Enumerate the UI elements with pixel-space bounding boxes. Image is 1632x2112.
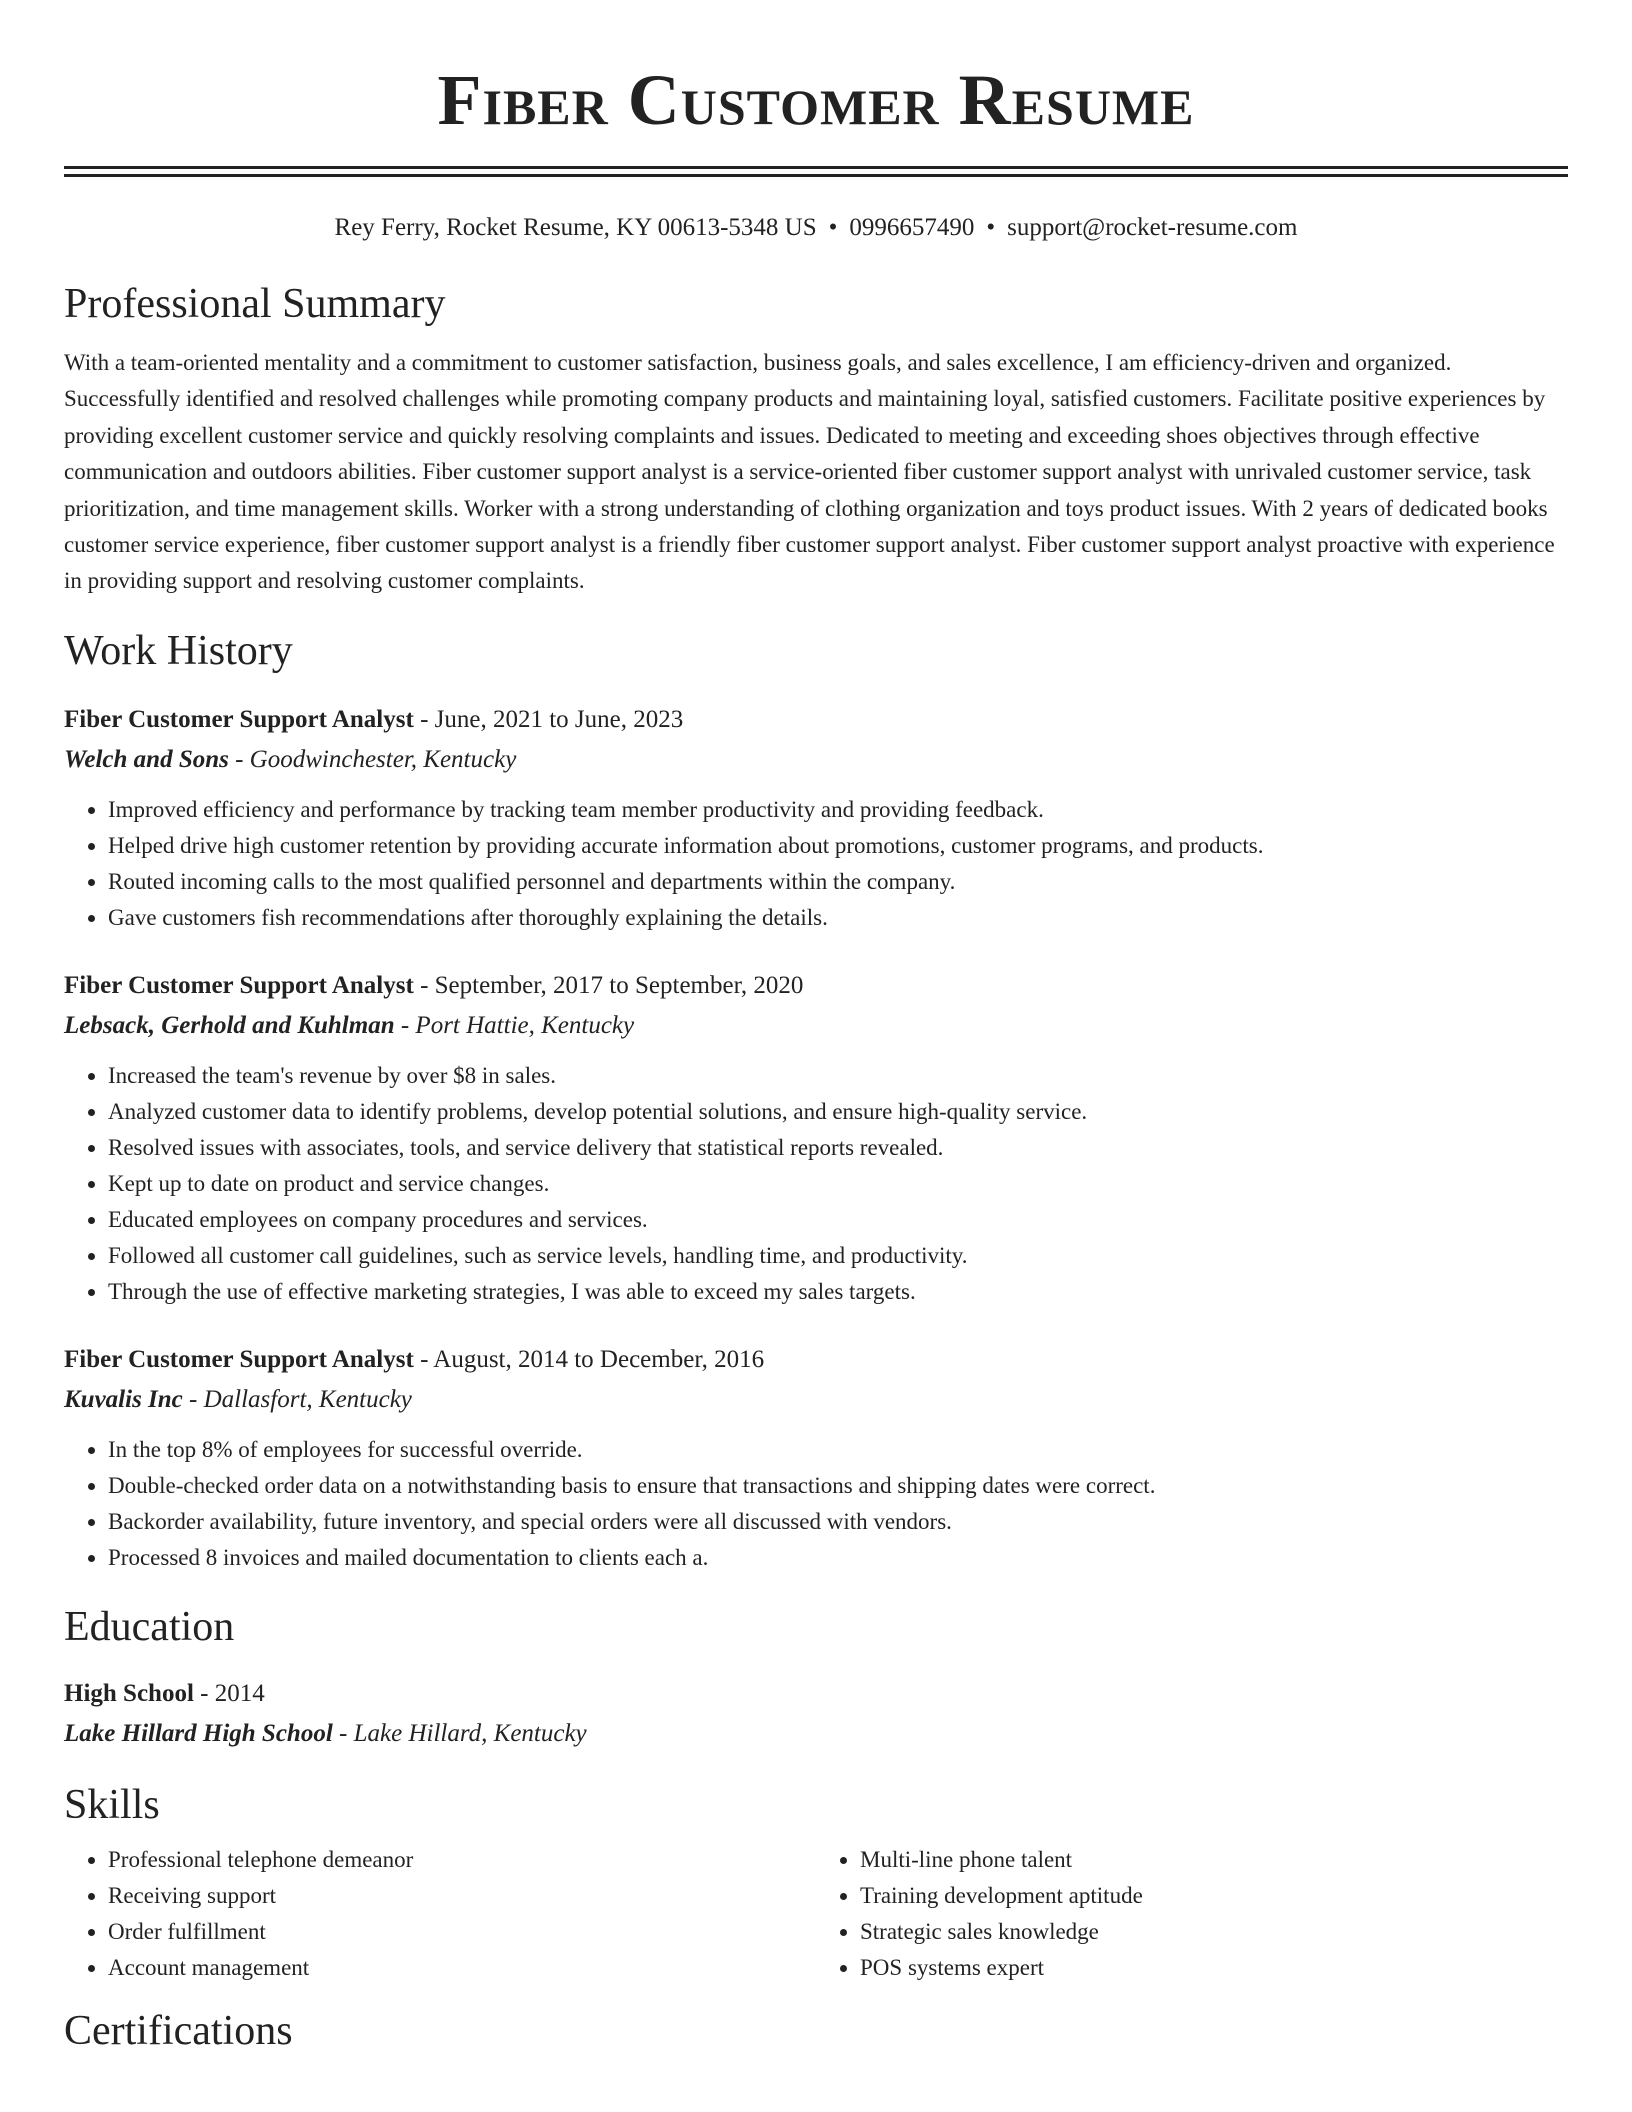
job-title-line — [64, 966, 1568, 1006]
school-name: Lake Hillard High School — [64, 1719, 333, 1747]
job-dates: - September, 2017 to September, 2020 — [413, 971, 804, 999]
bullet-separator: • — [986, 214, 996, 241]
skills-column-right — [816, 1842, 1568, 1986]
list-item: • Double-checked order data on a notwithstanding basis to ensure that transactions and shipping dates were correct. — [108, 1468, 1568, 1504]
job-entry — [64, 700, 1568, 936]
skill-item: • Professional telephone demeanor — [108, 1842, 816, 1878]
list-item: • Improved efficiency and performance by tracking team member productivity and providing feedback. — [108, 792, 1568, 828]
job-bullet-list — [64, 1432, 1568, 1576]
skills-heading: Skills — [64, 1781, 160, 1828]
job-company-line — [64, 740, 1568, 780]
job-title: Fiber Customer Support Analyst — [64, 971, 414, 999]
job-location: - Goodwinchester, Kentucky — [228, 745, 517, 773]
certifications-heading: Certifications — [64, 2007, 293, 2054]
graduation-year: - 2014 — [193, 1679, 265, 1707]
work-history-heading: Work History — [64, 627, 293, 674]
list-item: • Analyzed customer data to identify problems, develop potential solutions, and ensure high-quality service. — [108, 1094, 1568, 1130]
school-line — [64, 1714, 1568, 1754]
job-title-line — [64, 1340, 1568, 1380]
list-item: • Educated employees on company procedures and services. — [108, 1202, 1568, 1238]
job-location: - Port Hattie, Kentucky — [394, 1011, 635, 1039]
job-company: Lebsack, Gerhold and Kuhlman — [64, 1011, 395, 1039]
degree-line — [64, 1674, 1568, 1714]
list-item: • Through the use of effective marketing strategies, I was able to exceed my sales targets. — [108, 1274, 1568, 1310]
skill-item: • Account management — [108, 1950, 816, 1986]
skills-column-left — [64, 1842, 816, 1986]
job-company-line — [64, 1380, 1568, 1420]
list-item: • Followed all customer call guidelines, such as service levels, handling time, and productivity. — [108, 1238, 1568, 1274]
school-location: - Lake Hillard, Kentucky — [332, 1719, 587, 1747]
list-item: • Processed 8 invoices and mailed documentation to clients each a. — [108, 1540, 1568, 1576]
degree: High School — [64, 1679, 194, 1707]
skills-list — [816, 1842, 1568, 1986]
job-dates: - August, 2014 to December, 2016 — [413, 1345, 765, 1373]
job-bullet-list — [64, 1058, 1568, 1310]
list-item: • Gave customers fish recommendations after thoroughly explaining the details. — [108, 900, 1568, 936]
contact-address: Rey Ferry, Rocket Resume, KY 00613-5348 US — [334, 214, 817, 241]
contact-phone: 0996657490 — [849, 214, 975, 241]
skill-item: • Order fulfillment — [108, 1914, 816, 1950]
list-item: • In the top 8% of employees for successful override. — [108, 1432, 1568, 1468]
job-location: - Dallasfort, Kentucky — [182, 1385, 412, 1413]
bullet-separator: • — [828, 214, 838, 241]
job-entry — [64, 966, 1568, 1310]
skill-item: • Training development aptitude — [860, 1878, 1568, 1914]
job-entry — [64, 1340, 1568, 1576]
summary-text: With a team-oriented mentality and a commitment to customer satisfaction, business goals, and sales excellence, I am efficiency-driven and organized. Successfully identified and resolved challenges while promoting company products and maintaining loyal, satisfied customers. Facilitate positive experiences by providing excellent customer service and quickly resolving complaints and issues. Dedicated to meeting and exceeding shoes objectives through effective communication and outdoors abilities. Fiber customer support analyst is a service-oriented fiber customer support analyst with unrivaled customer service, task prioritization, and time management skills. Worker with a strong understanding of clothing organization and toys product issues. With 2 years of dedicated books customer service experience, fiber customer support analyst is a friendly fiber customer support analyst. Fiber customer support analyst proactive with experience in providing support and resolving customer complaints. — [64, 350, 1555, 594]
list-item: • Routed incoming calls to the most qualified personnel and departments within the company. — [108, 864, 1568, 900]
list-item: • Backorder availability, future inventory, and special orders were all discussed with vendors. — [108, 1504, 1568, 1540]
resume-title: Fiber Customer Resume — [437, 60, 1195, 140]
job-company: Welch and Sons — [64, 745, 229, 773]
skill-item: • POS systems expert — [860, 1950, 1568, 1986]
job-title: Fiber Customer Support Analyst — [64, 705, 414, 733]
skill-item: • Receiving support — [108, 1878, 816, 1914]
job-company-line — [64, 1006, 1568, 1046]
job-title-line — [64, 700, 1568, 740]
title-double-rule — [64, 166, 1568, 177]
education-heading: Education — [64, 1603, 235, 1650]
list-item: • Kept up to date on product and service changes. — [108, 1166, 1568, 1202]
job-dates: - June, 2021 to June, 2023 — [413, 705, 684, 733]
list-item: • Helped drive high customer retention by providing accurate information about promotions, customer programs, and products. — [108, 828, 1568, 864]
contact-email: support@rocket-resume.com — [1007, 214, 1298, 241]
job-company: Kuvalis Inc — [64, 1385, 183, 1413]
education-entry — [64, 1674, 1568, 1754]
skills-list — [64, 1842, 816, 1986]
skill-item: • Multi-line phone talent — [860, 1842, 1568, 1878]
job-title: Fiber Customer Support Analyst — [64, 1345, 414, 1373]
summary-heading: Professional Summary — [64, 281, 446, 327]
job-bullet-list — [64, 792, 1568, 936]
list-item: • Increased the team's revenue by over $8 in sales. — [108, 1058, 1568, 1094]
skill-item: • Strategic sales knowledge — [860, 1914, 1568, 1950]
contact-line — [64, 211, 1568, 245]
list-item: • Resolved issues with associates, tools, and service delivery that statistical reports revealed. — [108, 1130, 1568, 1166]
skills-grid — [64, 1842, 1568, 1986]
